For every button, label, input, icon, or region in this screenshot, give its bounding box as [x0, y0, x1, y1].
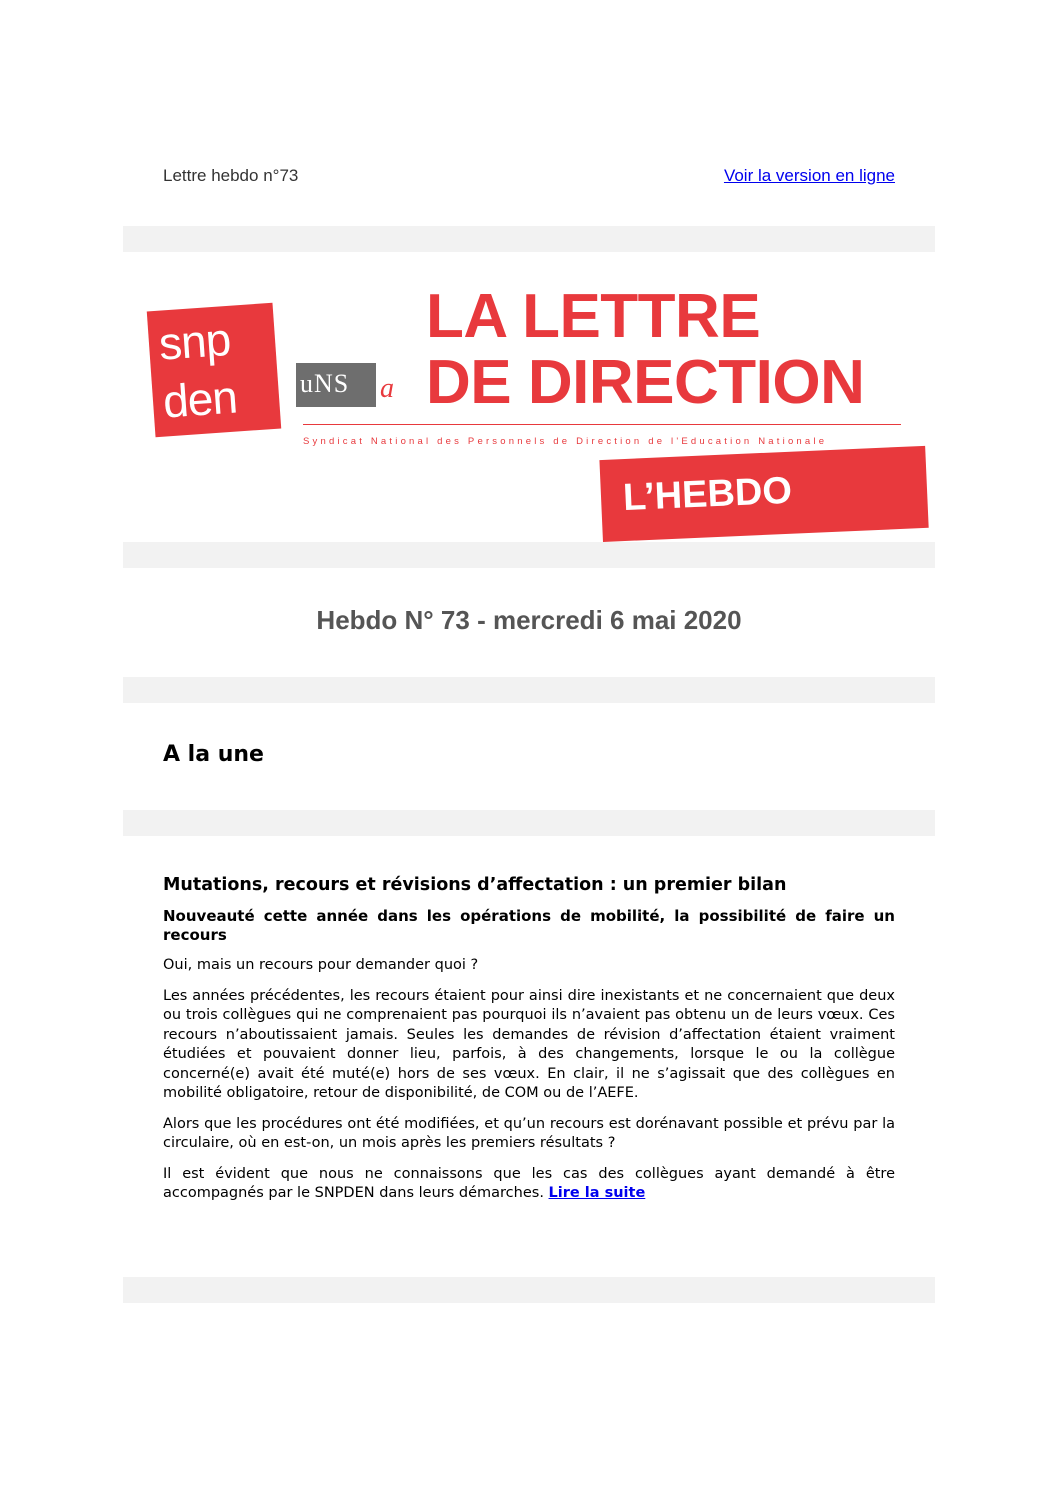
- separator-band: [123, 1277, 935, 1303]
- issue-label: Lettre hebdo n°73: [163, 166, 299, 185]
- syndicat-tagline: Syndicat National des Personnels de Direction de l'Education Nationale: [303, 436, 828, 447]
- article-paragraph-text: Il est évident que nous ne connaissons que les cas des collègues ayant demandé à être accompagnés par le SNPDEN dans leurs démarches.: [163, 1165, 895, 1201]
- separator-band: [123, 810, 935, 836]
- unsa-logo: [296, 363, 398, 407]
- section-title: A la une: [163, 742, 264, 767]
- masthead-title-line2: DE DIRECTION: [426, 348, 865, 417]
- logo-den-text: den: [161, 370, 239, 428]
- top-bar: [163, 166, 895, 190]
- snpden-logo: [147, 303, 281, 437]
- article: [163, 875, 895, 1215]
- unsa-logo-text: uNS: [300, 369, 350, 398]
- masthead-title-line1: LA LETTRE: [426, 282, 761, 351]
- article-paragraph-last: [163, 1165, 895, 1204]
- separator-band: [123, 677, 935, 703]
- unsa-logo-a: a: [380, 373, 394, 404]
- masthead-divider: [303, 424, 901, 425]
- separator-band: [123, 226, 935, 252]
- logo-snp-text: snp: [157, 312, 232, 370]
- masthead: [123, 252, 935, 542]
- hebdo-badge-label: L’HEBDO: [622, 469, 793, 520]
- separator-band: [123, 542, 935, 568]
- article-paragraph: Oui, mais un recours pour demander quoi ?: [163, 957, 479, 973]
- article-paragraph: Les années précédentes, les recours étaient pour ainsi dire inexistants et ne concernaient que deux ou trois collègues qui ne comprenaient pas pourquoi ils n’avaient pas obtenu un de leurs vœux. Ces recours n’aboutissaient jamais. Seules les demandes de révision d’affectation étaient vraiment étudiées et pouvaient donner lieu, parfois, à des changements, lorsque le ou la collègue concerné(e) avait été muté(e) hors de ses vœux. En clair, il ne s’agissait que des collègues en mobilité obligatoire, retour de disponibilité, de COM ou de l’AEFE.: [163, 987, 895, 1101]
- article-title: Mutations, recours et révisions d’affectation : un premier bilan: [163, 875, 787, 895]
- article-subtitle: Nouveauté cette année dans les opérations de mobilité, la possibilité de faire un recours: [163, 907, 895, 944]
- hebdo-badge: [599, 446, 928, 542]
- read-more-link[interactable]: Lire la suite: [548, 1185, 646, 1201]
- article-paragraph: Alors que les procédures ont été modifiées, et qu’un recours est dorénavant possible et prévu par la circulaire, où en est-on, un mois après les premiers résultats ?: [163, 1115, 895, 1151]
- issue-date-heading: Hebdo N° 73 - mercredi 6 mai 2020: [316, 605, 742, 635]
- online-version-link[interactable]: Voir la version en ligne: [723, 166, 895, 185]
